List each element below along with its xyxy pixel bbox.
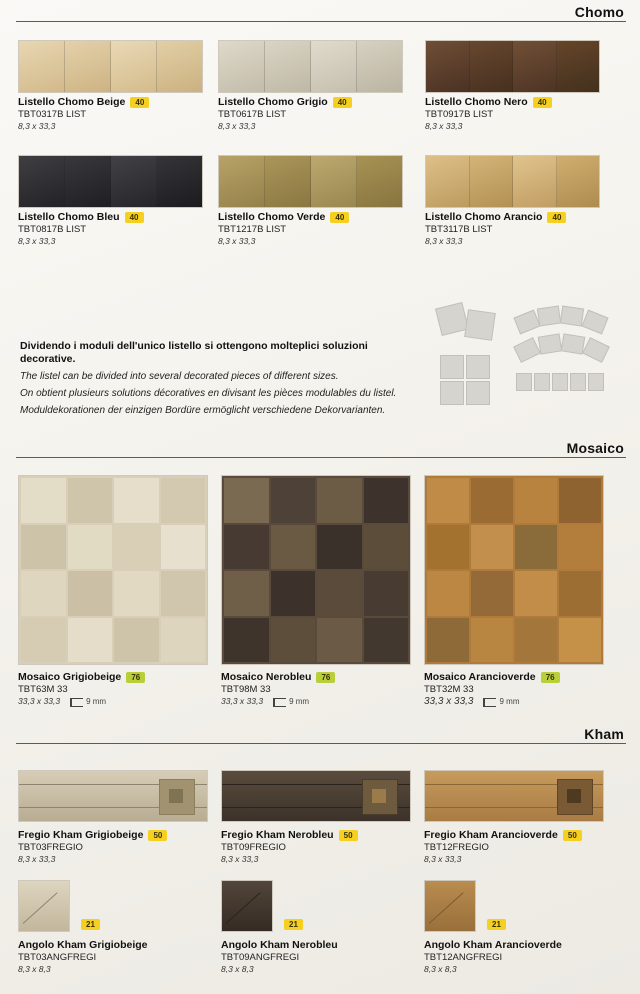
product-size: 8,3 x 33,3 <box>18 236 56 247</box>
thickness-icon <box>273 698 286 707</box>
product-caption <box>424 672 624 707</box>
product-badge: 21 <box>81 919 100 930</box>
product-thickness <box>273 696 309 707</box>
product-image-angolo-kham-arancioverde <box>424 880 476 932</box>
product-code: TBT0317B LIST <box>18 109 87 121</box>
section-title-kham: Kham <box>584 726 624 742</box>
product-code: TBT12FREGIO <box>424 842 489 854</box>
diagram-piece <box>516 373 532 391</box>
section-header-mosaico <box>16 440 626 462</box>
product-image-listello-chomo-beige <box>18 40 203 93</box>
fregio-pattern <box>19 771 207 821</box>
product-size: 8,3 x 33,3 <box>18 854 56 865</box>
angolo-pattern <box>222 881 272 931</box>
diagram-piece <box>440 355 464 379</box>
product-name: Fregio Kham Arancioverde <box>424 829 558 842</box>
product-image-fregio-kham-arancioverde <box>424 770 604 822</box>
product-name: Listello Chomo Verde <box>218 211 326 224</box>
mosaic-grid <box>425 476 603 664</box>
product-size: 8,3 x 33,3 <box>425 236 463 247</box>
product-caption <box>221 940 421 975</box>
diagram-piece <box>588 373 604 391</box>
section-rule <box>16 457 626 458</box>
product-size: 33,3 x 33,3 <box>221 696 264 707</box>
product-code: TBT1217B LIST <box>218 224 287 236</box>
section-title-mosaico: Mosaico <box>566 440 624 456</box>
product-image-listello-chomo-arancio <box>425 155 600 208</box>
product-image-angolo-kham-nerobleu <box>221 880 273 932</box>
product-badge: 40 <box>333 97 352 108</box>
product-name: Fregio Kham Grigiobeige <box>18 829 144 842</box>
section-header-kham <box>16 726 626 748</box>
description-german: Moduldekorationen der einzigen Bordüre ermöglicht verschiedene Dekorvarianten. <box>20 405 386 416</box>
product-code: TBT03ANGFREGI <box>18 952 97 964</box>
product-caption <box>424 940 624 975</box>
section-rule <box>16 21 626 22</box>
diagram-piece <box>552 373 568 391</box>
product-image-angolo-kham-grigiobeige <box>18 880 70 932</box>
product-image-mosaico-grigiobeige <box>18 475 208 665</box>
product-image-listello-chomo-grigio <box>218 40 403 93</box>
product-name: Angolo Kham Nerobleu <box>221 939 338 952</box>
product-caption <box>425 212 615 247</box>
mosaic-grid <box>222 476 410 664</box>
product-code: TBT3117B LIST <box>425 224 493 236</box>
product-size: 8,3 x 8,3 <box>221 964 254 975</box>
product-code: TBT03FREGIO <box>18 842 83 854</box>
product-size: 8,3 x 8,3 <box>424 964 457 975</box>
diagram-piece <box>466 381 490 405</box>
product-size: 8,3 x 33,3 <box>424 854 462 865</box>
product-image-fregio-kham-grigiobeige <box>18 770 208 822</box>
thickness-icon <box>483 698 496 707</box>
product-image-fregio-kham-nerobleu <box>221 770 411 822</box>
product-badge: 40 <box>330 212 349 223</box>
angolo-pattern <box>425 881 475 931</box>
diagram-piece <box>513 337 541 363</box>
product-code: TBT0917B LIST <box>425 109 494 121</box>
product-name: Mosaico Grigiobeige <box>18 671 122 684</box>
product-name: Listello Chomo Nero <box>425 96 528 109</box>
product-name: Angolo Kham Arancioverde <box>424 939 562 952</box>
product-size: 8,3 x 33,3 <box>18 121 56 132</box>
diagram-piece <box>560 306 584 327</box>
product-badge: 40 <box>533 97 552 108</box>
diagram-piece <box>582 337 610 363</box>
product-name: Listello Chomo Arancio <box>425 211 543 224</box>
product-size: 8,3 x 33,3 <box>218 121 256 132</box>
product-thickness <box>483 696 519 707</box>
product-badge: 40 <box>130 97 149 108</box>
diagram-piece <box>537 306 561 327</box>
product-badge: 76 <box>541 672 560 683</box>
product-caption <box>425 97 615 132</box>
product-badge: 21 <box>284 919 303 930</box>
product-image-mosaico-arancioverde <box>424 475 604 665</box>
product-code: TBT12ANGFREGI <box>424 952 503 964</box>
product-size: 33,3 x 33,3 <box>18 696 61 707</box>
diagram-piece <box>534 373 550 391</box>
layout-diagrams <box>438 305 608 405</box>
diagram-piece <box>513 310 540 335</box>
product-size: 8,3 x 33,3 <box>218 236 256 247</box>
diagram-piece <box>570 373 586 391</box>
product-caption <box>218 212 408 247</box>
thickness-value: 9 mm <box>86 697 107 707</box>
fregio-pattern <box>222 771 410 821</box>
product-size: 8,3 x 33,3 <box>425 121 463 132</box>
diagram-piece <box>466 355 490 379</box>
product-code: TBT09FREGIO <box>221 842 286 854</box>
diagram-piece <box>538 333 563 354</box>
product-code: TBT32M 33 <box>424 684 474 696</box>
product-badge: 50 <box>339 830 358 841</box>
angolo-badge-wrap <box>482 916 506 934</box>
product-code: TBT0617B LIST <box>218 109 287 121</box>
product-badge: 50 <box>148 830 167 841</box>
product-caption <box>221 672 421 707</box>
product-image-listello-chomo-bleu <box>18 155 203 208</box>
section-title-chomo: Chomo <box>574 4 624 20</box>
product-size: 8,3 x 33,3 <box>221 854 259 865</box>
product-code: TBT09ANGFREGI <box>221 952 300 964</box>
product-name: Mosaico Nerobleu <box>221 671 312 684</box>
product-caption <box>18 672 218 707</box>
diagram-piece <box>581 310 608 335</box>
product-badge: 21 <box>487 919 506 930</box>
product-caption <box>18 97 208 132</box>
angolo-pattern <box>19 881 69 931</box>
product-badge: 50 <box>563 830 582 841</box>
description-french: On obtient plusieurs solutions décoratives en divisant les pièces modulables du listel. <box>20 388 397 399</box>
diagram-piece <box>440 381 464 405</box>
product-thickness <box>70 696 106 707</box>
product-badge: 76 <box>126 672 145 683</box>
thickness-value: 9 mm <box>499 697 520 707</box>
fregio-pattern <box>425 771 603 821</box>
description-block <box>20 340 420 421</box>
section-header-chomo <box>16 4 626 26</box>
product-name: Angolo Kham Grigiobeige <box>18 939 148 952</box>
product-image-listello-chomo-nero <box>425 40 600 93</box>
product-name: Listello Chomo Bleu <box>18 211 120 224</box>
product-caption <box>18 940 218 975</box>
angolo-badge-wrap <box>279 916 303 934</box>
diagram-piece <box>435 302 469 336</box>
product-caption <box>18 830 218 865</box>
diagram-piece <box>561 333 586 354</box>
diagram-piece <box>464 309 496 341</box>
angolo-badge-wrap <box>76 916 100 934</box>
description-english: The listel can be divided into several decorated pieces of different sizes. <box>20 371 339 382</box>
mosaic-grid <box>19 476 207 664</box>
product-name: Listello Chomo Grigio <box>218 96 328 109</box>
product-badge: 76 <box>316 672 335 683</box>
product-badge: 40 <box>547 212 566 223</box>
product-caption <box>424 830 624 865</box>
product-size: 8,3 x 8,3 <box>18 964 51 975</box>
product-caption <box>218 97 408 132</box>
thickness-icon <box>70 698 83 707</box>
product-badge: 40 <box>125 212 144 223</box>
thickness-value: 9 mm <box>289 697 310 707</box>
product-code: TBT0817B LIST <box>18 224 87 236</box>
product-code: TBT63M 33 <box>18 684 68 696</box>
product-image-listello-chomo-verde <box>218 155 403 208</box>
product-name: Mosaico Arancioverde <box>424 671 536 684</box>
product-name: Fregio Kham Nerobleu <box>221 829 334 842</box>
product-name: Listello Chomo Beige <box>18 96 126 109</box>
description-italian: Dividendo i moduli dell'unico listello si ottengono molteplici soluzioni decorative. <box>20 340 368 365</box>
product-image-mosaico-nerobleu <box>221 475 411 665</box>
product-caption <box>221 830 421 865</box>
product-caption <box>18 212 208 247</box>
product-code: TBT98M 33 <box>221 684 271 696</box>
section-rule <box>16 743 626 744</box>
product-size: 33,3 x 33,3 <box>424 696 474 708</box>
